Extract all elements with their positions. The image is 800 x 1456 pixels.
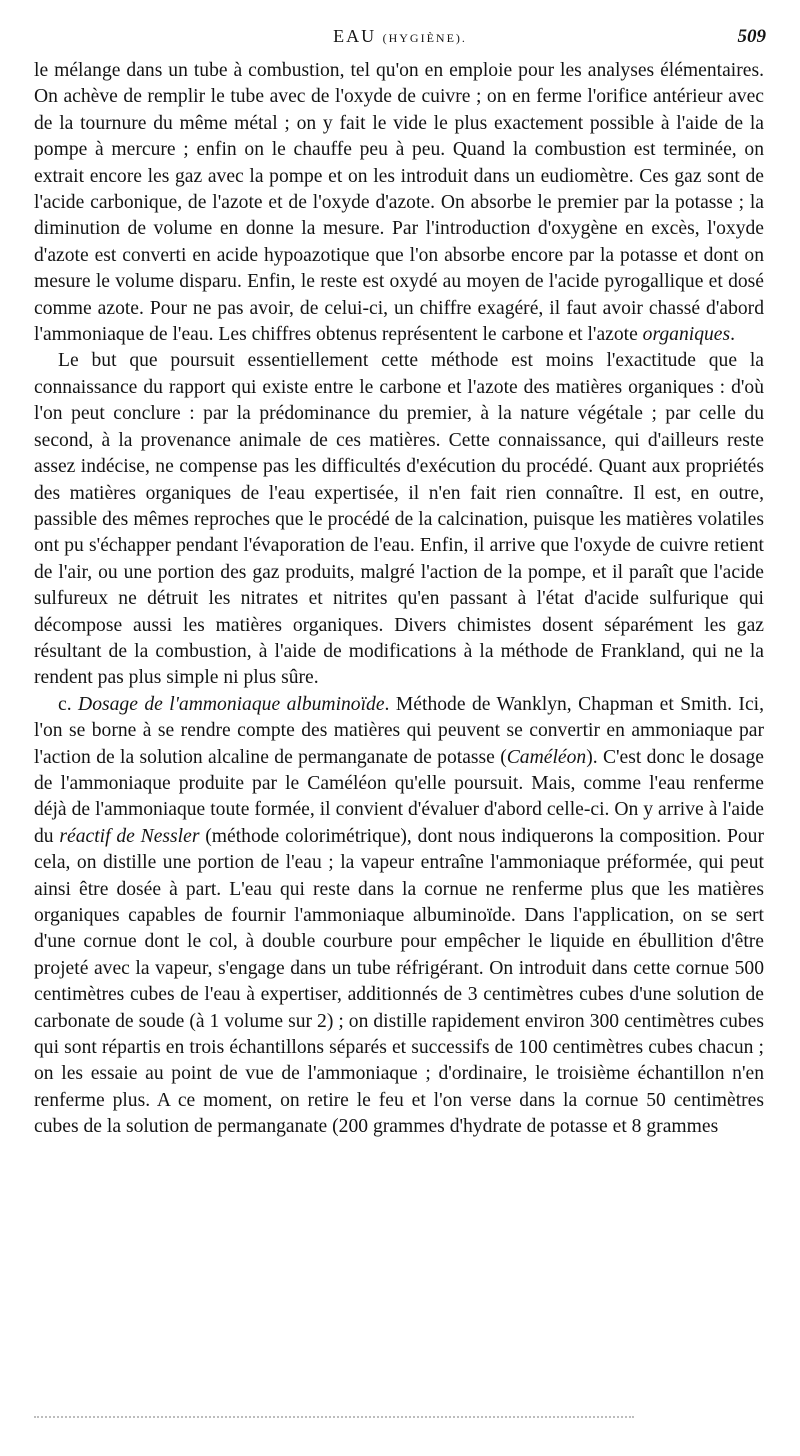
text-segment: Caméléon — [506, 746, 587, 768]
text-segment: (méthode colorimétrique), dont nous indiquerons la composition. Pour cela, on distille une portion de l'eau ; la vapeur entraîne l'ammoniaque préformée, qui peut ainsi être dosée à part. L'eau qui reste dans la cornue ne renferme plus que les matières organiques capables de fournir l'ammoniaque albuminoïde. Dans l'application, on se sert d'une cornue dont le col, à double courbure pour empêcher le liquide en ébullition d'être projeté avec la vapeur, s'engage dans un tube réfrigérant. On introduit dans cette cornue 500 centimètres cubes de l'eau à expertiser, additionnés de 3 centimètres cubes d'une solution de carbonate de soude (à 1 volume sur 2) ; on distille rapidement environ 300 centimètres cubes qui sont répartis en trois échantillons séparés et successifs de 100 centimètres cubes chacun ; on les essaie au point de vue de l'ammoniaque ; d'ordinaire, le troisième échantillon n'en renferme plus. A ce moment, on retire le feu et l'on verse dans la cornue 50 centimètres cubes de la solution de permanganate (200 grammes d'hydrate de potasse et 8 grammes — [34, 825, 764, 1138]
text-segment: ). C'est donc le dosage de l'ammoniaque produite par le Caméléon qu'elle poursuit. Mais, comme l'eau renferme déjà de l'ammoniaque toute formée, il convient d'évaluer d'abord celle-ci. On y arrive à l'aide du — [34, 746, 764, 847]
running-title-main: EAU — [333, 26, 377, 46]
text-segment: organiques — [642, 324, 731, 346]
running-title — [34, 26, 766, 47]
paragraph-2 — [34, 348, 764, 691]
text-segment: Dosage de l'ammoniaque albuminoïde — [78, 693, 385, 715]
text-segment: . Méthode de Wanklyn, Chapman et Smith. Ici, l'on se borne à se rendre compte des matières qui peuvent se convertir en ammoniaque par l'action de la solution alcaline de permanganate de potasse ( — [34, 693, 764, 768]
paragraph-3 — [34, 692, 764, 1141]
paragraph-1 — [34, 58, 764, 348]
text-segment: . — [730, 324, 736, 346]
text-segment: réactif de Nessler — [59, 825, 200, 847]
running-title-sub: (HYGIÈNE). — [382, 31, 467, 45]
page-number: 509 — [737, 26, 766, 47]
text-segment: le mélange dans un tube à combustion, tel qu'on en emploie pour les analyses élémentaires. On achève de remplir le tube avec de l'oxyde de cuivre ; on en ferme l'orifice antérieur avec de la tournure du même métal ; on y fait le vide le plus exactement possible à l'aide de la pompe à mercure ; enfin on le chauffe peu à peu. Quand la combustion est terminée, on extrait encore les gaz avec la pompe et on les introduit dans un eudiomètre. Ces gaz sont de l'acide carbonique, de l'azote et de l'oxyde d'azote. On absorbe le premier par la potasse ; la diminution de volume en donne la mesure. Par l'introduction d'oxygène en excès, l'oxyde d'azote est converti en acide hypoazotique que l'on absorbe encore par la potasse et dont on mesure le volume disparu. Enfin, le reste est oxydé au moyen de l'acide pyrogallique et dosé comme azote. Pour ne pas avoir, de celui-ci, un chiffre exagéré, il faut avoir chassé d'abord l'ammoniaque de l'eau. Les chiffres obtenus représentent le carbone et l'azote — [34, 60, 764, 346]
text-segment: c. — [58, 693, 79, 715]
body-text — [34, 58, 764, 1141]
page-header — [34, 26, 766, 56]
footer-rule — [34, 1416, 634, 1420]
text-segment: Le but que poursuit essentiellement cette méthode est moins l'exactitude que la connaissance du rapport qui existe entre le carbone et l'azote des matières organiques : d'où l'on peut conclure : par la prédominance du premier, à la nature végétale ; par celle du second, à la provenance animale de ces matières. Cette connaissance, qui d'ailleurs reste assez indécise, ne compense pas les difficultés d'exécution du procédé. Quant aux propriétés des matières organiques de l'eau expertisée, il n'en fait rien connaître. Il est, en outre, passible des mêmes reproches que le procédé de la calcination, puisque les matières volatiles ont pu s'échapper pendant l'évaporation de l'eau. Enfin, il arrive que l'oxyde de cuivre retient de l'air, ou une portion des gaz produits, malgré l'action de la pompe, et il paraît que l'acide sulfureux ne détruit les nitrates et nitrites qu'en passant à l'état d'acide sulfurique qui décompose aussi les matières organiques. Divers chimistes dosent séparément les gaz résultant de la combustion, à l'aide de modifications à la méthode de Frankland, qui ne la rendent pas plus simple ni plus sûre. — [34, 350, 764, 689]
